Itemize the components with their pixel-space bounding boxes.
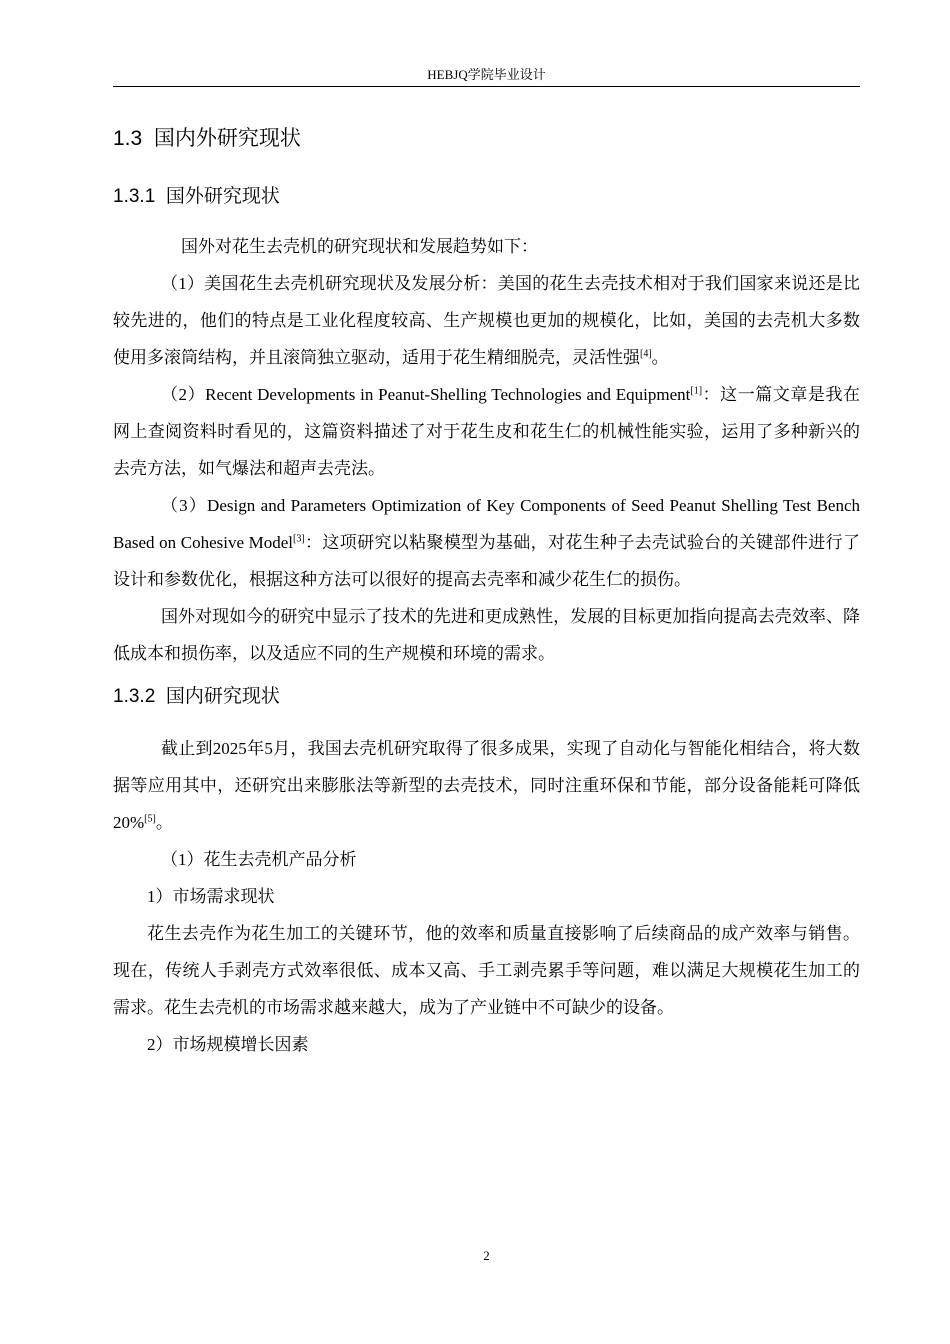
section-heading	[113, 118, 860, 160]
citation: [5]	[144, 813, 156, 825]
market-demand-paragraph: 花生去壳作为花生加工的关键环节，他的效率和质量直接影响了后续商品的成产效率与销售。现在，传统人手剥壳方式效率很低、成本又高、手工剥壳累手等问题，难以满足大规模花生加工的需求。花生去壳机的市场需求越来越大，成为了产业链中不可缺少的设备。	[113, 924, 860, 1017]
domestic-paragraph-1	[113, 730, 860, 841]
paragraph-text: （2）Recent Developments in Peanut-Shelling Technologies and Equipment	[161, 385, 691, 404]
subsection-heading-domestic	[113, 678, 860, 716]
page-header: HEBJQ学院毕业设计	[427, 67, 546, 82]
subsection-heading-foreign	[113, 178, 860, 216]
citation: [4]	[640, 348, 652, 360]
paragraph-text: 截止到2025年5月，我国去壳机研究取得了很多成果，实现了自动化与智能化相结合，将大数据等应用其中，还研究出来膨胀法等新型的去壳技术，同时注重环保和节能，部分设备能耗可降低20%	[113, 739, 860, 832]
foreign-item-3	[113, 487, 860, 598]
paragraph-tail: 。	[155, 813, 173, 832]
foreign-intro-paragraph: 国外对花生去壳机的研究现状和发展趋势如下：	[181, 237, 538, 256]
section-title: 国内外研究现状	[153, 127, 301, 150]
subsection-number: 1.3.1	[113, 186, 156, 207]
paragraph-text: （3）Design and Parameters Optimization of Key Components of Seed Peanut Shelling Test Bench Based on Cohesive Model	[113, 496, 860, 552]
product-analysis-heading: （1）花生去壳机产品分析	[161, 850, 357, 869]
subsection-title: 国内研究现状	[165, 686, 280, 707]
citation: [1]	[690, 385, 703, 397]
section-number: 1.3	[113, 127, 143, 150]
citation: [3]	[293, 533, 305, 545]
market-growth-heading: 2）市场规模增长因素	[147, 1035, 309, 1054]
paragraph-tail: ：这项研究以粘聚模型为基础，对花生种子去壳试验台的关键部件进行了设计和参数优化，根据这种方法可以很好的提高去壳率和减少花生仁的损伤。	[113, 533, 861, 589]
subsection-title: 国外研究现状	[165, 186, 280, 207]
paragraph-text: （1）美国花生去壳机研究现状及发展分析：美国的花生去壳技术相对于我们国家来说还是比较先进的，他们的特点是工业化程度较高、生产规模也更加的规模化，比如，美国的去壳机大多数使用多滚筒结构，并且滚筒独立驱动，适用于花生精细脱壳，灵活性强	[113, 274, 860, 367]
foreign-summary-paragraph: 国外对现如今的研究中显示了技术的先进和更成熟性，发展的目标更加指向提高去壳效率、降低成本和损伤率，以及适应不同的生产规模和环境的需求。	[113, 607, 860, 663]
foreign-item-1	[113, 265, 860, 376]
paragraph-tail: 。	[651, 348, 669, 367]
page-number: 2	[483, 1248, 490, 1263]
document-body	[113, 118, 860, 1063]
header-divider	[113, 86, 860, 87]
market-demand-heading: 1）市场需求现状	[147, 887, 275, 906]
paragraph-tail: ：这一篇文章是我在网上查阅资料时看见的，这篇资料描述了对于花生皮和花生仁的机械性能实验，运用了多种新兴的去壳方法，如气爆法和超声去壳法。	[113, 385, 860, 478]
foreign-item-2	[113, 376, 860, 487]
subsection-number: 1.3.2	[113, 686, 156, 707]
